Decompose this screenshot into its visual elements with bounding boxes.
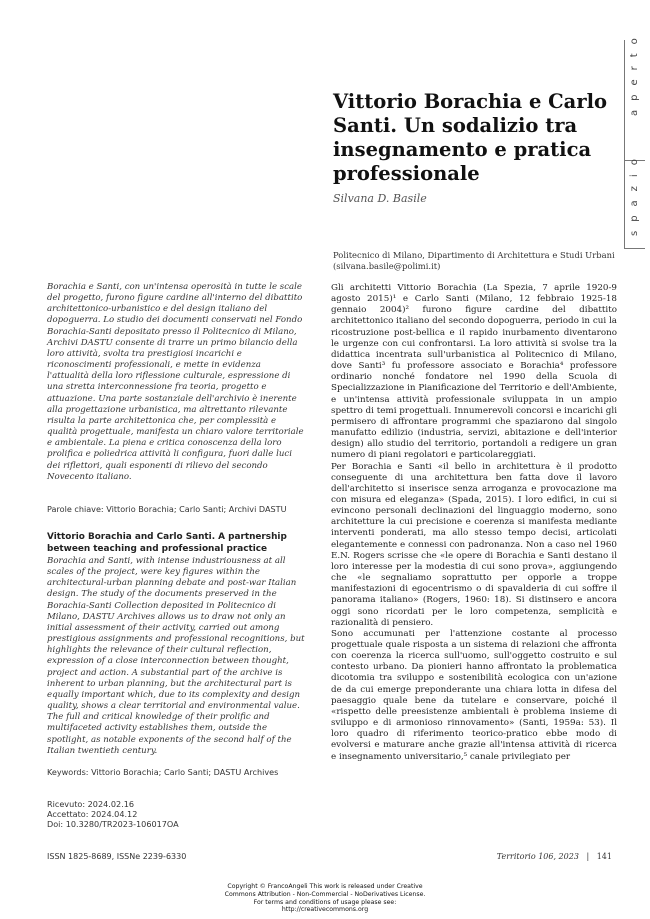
abstract-italian: Borachia e Santi, con un'intensa operosità in tutte le scale del progetto, furono figure cardine all'interno del dibattito architettonico-urbanistico e del design italiano del dopoguerra. Lo studio dei documenti conservati nel Fondo Borachia-Santi depositato presso il Politecnico di Milano, Archivi DASTU consente di trarre un primo bilancio della loro attività, svolta tra prestigiosi incarichi e riconoscimenti professionali, e mette in evidenza l'attualità della loro riflessione culturale, espressione di una stretta interconnessione fra teoria, progetto e attuazione. Una parte sostanziale dell'archivio è inerente alla progettazione urbanistica, ma altrettanto rilevante risulta la parte architettonica che, per complessità e qualità progettuale, manifesta un chiaro valore territoriale e ambientale. La piena e critica conoscenza della loro prolifica e poliedrica attività li configura, fuori dalle luci dei riflettori, quali esponenti di rilievo del secondo Novecento italiano. bbox=[47, 282, 304, 482]
article-author: Silvana D. Basile bbox=[333, 192, 427, 205]
body-paragraph: Per Borachia e Santi «il bello in architettura è il prodotto conseguente di una architettura ben fatta dove il lavoro dell'architetto si inserisce senza arroganza e provocazione ma con misura ed eleganza» (Spada, 2015). I loro edifici, in cui si evincono personali declinazioni del linguaggio moderno, sono architetture la cui precisione e coerenza si manifesta mediante interventi ponderati, ma allo stesso tempo decisi, articolati elegantemente e connessi con padronanza. Non a caso nel 1960 E.N. Rogers scrisse che «le opere di Borachia e Santi destano il loro interesse per la modestia di cui sono prova», aggiungendo che «le segnaliamo soprattutto per opporle a troppe manifestazioni di egocentrismo o di spavalderia di cui soffre il panorama italiano» (Rogers, 1960: 18). Si distinsero e ancora oggi sono ricordati per le loro competenza, semplicità e razionalità di pensiero. bbox=[331, 461, 617, 628]
keywords-italian: Parole chiave: Vittorio Borachia; Carlo Santi; Archivi DASTU bbox=[47, 504, 287, 514]
section-side-tab bbox=[624, 29, 645, 249]
footer-journal-info bbox=[497, 852, 612, 861]
copyright-notice bbox=[0, 883, 650, 914]
body-paragraph: Gli architetti Vittorio Borachia (La Spezia, 7 aprile 1920-9 agosto 2015)¹ e Carlo Santi (Milano, 12 febbraio 1925-18 gennaio 2004)² furono figure cardine del dibattito architettonico italiano del secondo dopoguerra, periodo in cui la ricostruzione post-bellica e il rapido inurbamento diventarono le urgenze con cui confrontarsi. La loro attività si svolse tra la didattica incentrata sull'urbanistica al Politecnico di Milano, dove Santi³ fu professore associato e Borachia⁴ professore ordinario nonché fondatore nel 1990 della Scuola di Specializzazione in Pianificazione del Territorio e dell'Ambiente, e un'intensa attività professionale sviluppata in un ampio spettro di temi progettuali. Innumerevoli concorsi e incarichi gli permisero di affrontare programmi che spaziarono dal singolo manufatto edilizio (industria, servizi, abitazione e dell'interior design) allo studio del territorio, portandoli a redigere un gran numero di piani regolatori e particolareggiati. bbox=[331, 283, 617, 461]
side-tab-word-aperto: aperto bbox=[629, 29, 640, 116]
doi: Doi: 10.3280/TR2023-106017OA bbox=[47, 819, 179, 829]
accepted-date: Accettato: 2024.04.12 bbox=[47, 809, 138, 819]
article-dates bbox=[47, 799, 179, 829]
side-tab-word-spazio: spazio bbox=[629, 150, 640, 236]
footer-separator: | bbox=[586, 852, 590, 861]
copyright-link[interactable]: http://creativecommons.org bbox=[281, 906, 369, 914]
page-number: 141 bbox=[596, 852, 612, 861]
copyright-line: Copyright © FrancoAngeli This work is released under Creative bbox=[227, 883, 423, 890]
received-date: Ricevuto: 2024.02.16 bbox=[47, 799, 134, 809]
english-title: Vittorio Borachia and Carlo Santi. A partnership between teaching and professional practice bbox=[47, 532, 287, 554]
copyright-line: Commons Attribution - Non-Commercial - NoDerivatives License. bbox=[224, 890, 426, 898]
footer-issn: ISSN 1825-8689, ISSNe 2239-6330 bbox=[47, 852, 187, 861]
article-body bbox=[331, 283, 617, 763]
copyright-line: For terms and conditions of usage please see: bbox=[253, 898, 397, 906]
keywords-english: Keywords: Vittorio Borachia; Carlo Santi; DASTU Archives bbox=[47, 767, 279, 777]
journal-name: Territorio 106, 2023 bbox=[496, 852, 579, 861]
abstract-english: Borachia and Santi, with intense industriousness at all scales of the project, were key figures within the architectural-urban planning debate and post-war Italian design. The study of the documents preserved in the Borachia-Santi Collection deposited in Politecnico di Milano, DASTU Archives allows us to draw not only an initial assessment of their activity, carried out among prestigious assignments and professional recognitions, but highlights the relevance of their cultural reflection, expression of a close interconnection between thought, project and action. A substantial part of the archive is inherent to urban planning, but the architectural part is equally important which, due to its complexity and design quality, shows a clear territorial and environmental value. The full and critical knowledge of their prolific and multifaceted activity establishes them, outside the spotlight, as notable exponents of the second half of the Italian twentieth century. bbox=[47, 556, 305, 756]
article-title: Vittorio Borachia e Carlo Santi. Un sodalizio tra insegnamento e pratica professionale bbox=[333, 90, 608, 185]
body-paragraph: Sono accumunati per l'attenzione costante al processo progettuale quale risposta a un sistema di relazioni che affronta con coerenza la ricerca sull'uomo, sull'oggetto costruito e sul contesto urbano. Da pionieri hanno affrontato la problematica dicotomia tra sviluppo e sostenibilità ecologica con un'azione de da cui emerge preponderante una chiara lotta in difesa del paesaggio quale bene da tutelare e conservare, poiché il «rispetto delle preesistenze ambientali è problema insieme di sviluppo e di armonioso rinnovamento» (Santi, 1959a: 53). Il loro quadro di riferimento teorico-pratico ebbe modo di evolversi e maturare anche grazie all'intensa attività di ricerca e insegnamento universitario,⁵ canale privilegiato per bbox=[331, 628, 617, 762]
author-affiliation: Politecnico di Milano, Dipartimento di Architettura e Studi Urbani (silvana.basile@polimi.it) bbox=[333, 250, 615, 271]
